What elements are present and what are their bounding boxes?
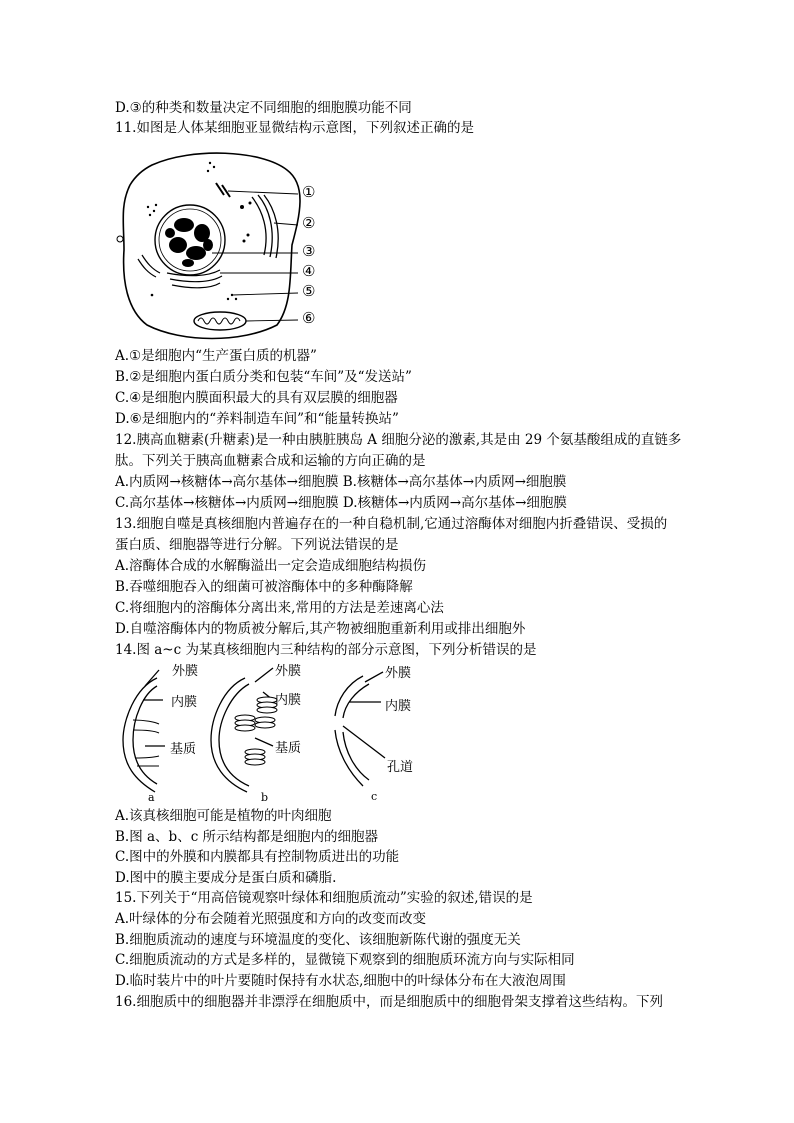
grana [235,697,277,765]
chromatin [165,218,213,267]
centriole [216,183,230,197]
cell-diagram [112,145,337,345]
q13-option-d: D.自噬溶酶体内的物质被分解后,其产物被细胞重新利用或排出细胞外 [115,621,526,637]
q12-stem-2: 肽。下列关于胰高血糖素合成和运输的方向正确的是 [115,453,426,469]
q13-stem-1: 13.细胞自噬是真核细胞内普遍存在的一种自稳机制,它通过溶酶体对细胞内折叠错误、受损的 [115,516,668,532]
q16-stem: 16.细胞质中的细胞器并非漂浮在细胞质中，而是细胞质中的细胞骨架支撑着这些结构。下列 [115,994,663,1010]
membrane-structures-svg [115,660,425,805]
q11-option-a: A.①是细胞内“生产蛋白质的机器” [115,348,317,364]
structure-c [335,672,385,786]
label-pore-c: 孔道 [387,760,414,775]
label-inner-b: 内膜 [275,693,302,708]
structure-a [123,670,165,792]
mitochondrion [194,312,246,330]
q11-option-d: D.⑥是细胞内的“养料制造车间”和“能量转换站” [115,411,399,427]
q14-option-a: A.该真核细胞可能是植物的叶肉细胞 [115,808,332,824]
golgi-apparatus [252,195,278,258]
secretory-vesicle [117,236,123,242]
label-3: ③ [302,242,316,260]
caption-a: a [148,791,155,804]
q11-stem: 11.如图是人体某细胞亚显微结构示意图，下列叙述正确的是 [115,120,474,136]
q13-stem-2: 蛋白质、细胞器等进行分解。下列说法错误的是 [115,537,399,553]
q13-option-b: B.吞噬细胞吞入的细菌可被溶酶体中的多种酶降解 [115,579,413,595]
q10-option-d: D.③的种类和数量决定不同细胞的细胞膜功能不同 [115,100,412,116]
q15-option-b: B.细胞质流动的速度与环境温度的变化、该细胞新陈代谢的强度无关 [115,932,521,948]
label-outer-c: 外膜 [385,666,412,681]
label-4: ④ [302,262,316,280]
label-outer-a: 外膜 [172,664,199,679]
q13-option-c: C.将细胞内的溶酶体分离出来,常用的方法是差速离心法 [115,600,444,616]
q12-options-ab: A.内质网→核糖体→高尔基体→细胞膜 B.核糖体→高尔基体→内质网→细胞膜 [115,474,567,490]
label-6: ⑥ [302,309,316,327]
label-matrix-b: 基质 [275,741,302,756]
leader-lines [212,191,298,321]
q15-option-d: D.临时装片中的叶片要随时保持有水状态,细胞中的叶绿体分布在大液泡周围 [115,973,566,989]
caption-b: b [261,791,269,804]
membrane-structures-figure [115,660,425,805]
q14-stem: 14.图 a~c 为某真核细胞内三种结构的部分示意图，下列分析错误的是 [115,642,537,658]
label-outer-b: 外膜 [275,664,302,679]
mitochondrion-cristae [198,318,240,324]
q14-option-c: C.图中的外膜和内膜都具有控制物质进出的功能 [115,849,400,865]
q11-option-c: C.④是细胞内膜面积最大的具有双层膜的细胞器 [115,390,398,406]
q15-option-a: A.叶绿体的分布会随着光照强度和方向的改变而改变 [115,911,427,927]
q14-option-d: D.图中的膜主要成分是蛋白质和磷脂. [115,870,337,886]
label-inner-a: 内膜 [171,695,198,710]
q15-option-c: C.细胞质流动的方式是多样的，显微镜下观察到的细胞质环流方向与实际相同 [115,952,575,968]
label-2: ② [302,214,316,232]
label-matrix-a: 基质 [170,742,197,757]
q13-option-a: A.溶酶体合成的水解酶溢出一定会造成细胞结构损伤 [115,558,427,574]
caption-c: c [371,790,378,803]
q14-option-b: B.图 a、b、c 所示结构都是细胞内的细胞器 [115,829,379,845]
q15-stem: 15.下列关于“用高倍镜观察叶绿体和细胞质流动”实验的叙述,错误的是 [115,890,533,906]
endoplasmic-reticulum [138,255,222,288]
q11-option-b: B.②是细胞内蛋白质分类和包装“车间”及“发送站” [115,369,412,385]
label-1: ① [302,183,316,201]
label-inner-c: 内膜 [385,699,412,714]
q12-options-cd: C.高尔基体→核糖体→内质网→细胞膜 D.核糖体→内质网→高尔基体→细胞膜 [115,495,567,511]
label-5: ⑤ [302,282,316,300]
q12-stem-1: 12.胰高血糖素(升糖素)是一种由胰脏胰岛 A 细胞分泌的激素,其是由 29 个氨基酸组成的直链多 [115,432,682,448]
